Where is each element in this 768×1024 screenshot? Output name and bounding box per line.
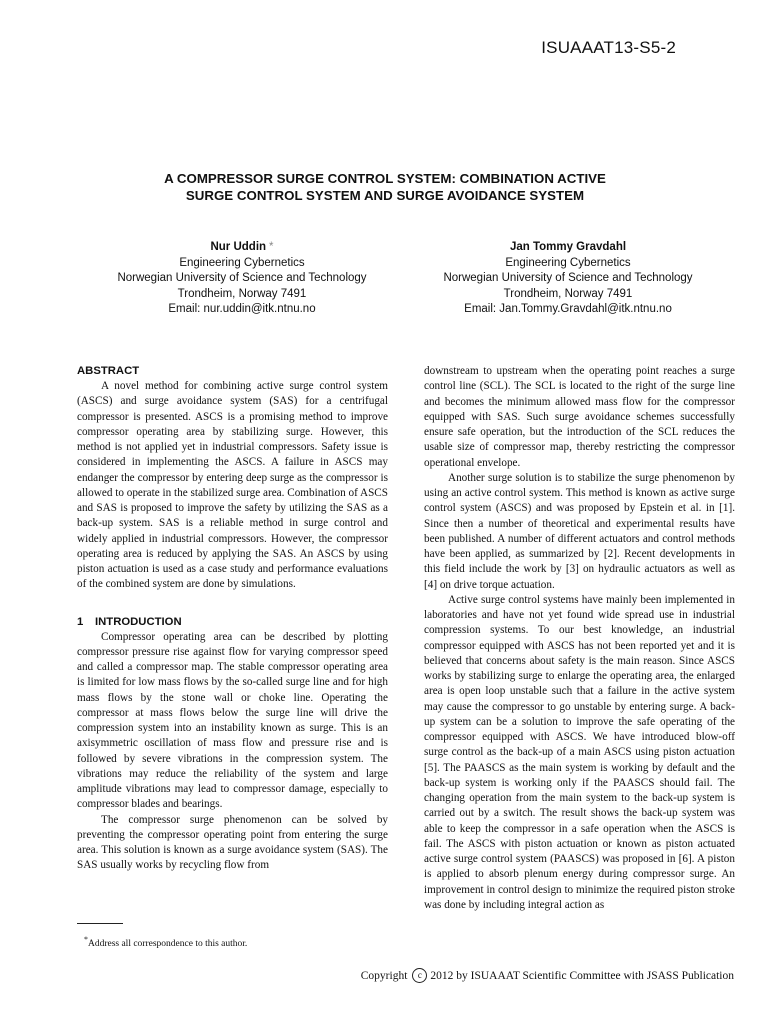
abstract-text: A novel method for combining active surge control system (ASCS) and surge avoidance system (SAS) for a centrifugal compressor is presented. ASCS is a promising method to improve compressor operating area by stabilizing surge. However, this method is not applied yet in industrial compressors. Safety issue is considered in implementing the ASCS. A failure in ASCS may endanger the compressor by entering deep surge as the compressor is allowed to operate in the stabilized surge area. Combination of ASCS and SAS is proposed to improve the safety by utilizing the SAS as a back-up system. SAS is a reliable method in surge control and widely applied in industrial compressors. However, the compressor operating area is reduced by applying the SAS. An ASCS by using piston actuation is used as a case study and performance evaluations of the combined system are done by simulations. <box>77 380 388 591</box>
copyright-notice <box>361 968 734 984</box>
author-email[interactable]: Email: nur.uddin@itk.ntnu.no <box>168 303 316 315</box>
author-department: Engineering Cybernetics <box>505 256 631 269</box>
author-email[interactable]: Email: Jan.Tommy.Gravdahl@itk.ntnu.no <box>464 303 672 315</box>
author-department: Engineering Cybernetics <box>179 256 305 269</box>
title-line: SURGE CONTROL SYSTEM AND SURGE AVOIDANCE SYSTEM <box>185 188 585 203</box>
section-title: INTRODUCTION <box>95 615 182 628</box>
title-line: A COMPRESSOR SURGE CONTROL SYSTEM: COMBINATION ACTIVE <box>164 171 606 186</box>
footnote-marker: * <box>84 935 88 944</box>
left-column <box>77 364 388 874</box>
author-location: Trondheim, Norway 7491 <box>177 287 307 300</box>
author-name: Nur Uddin * <box>210 241 274 253</box>
author-university: Norwegian University of Science and Technology <box>117 272 367 284</box>
copyright-text: 2012 by ISUAAAT Scientific Committee with JSASS Publication <box>430 970 734 982</box>
corresponding-author-marker: * <box>269 241 274 253</box>
author-university: Norwegian University of Science and Technology <box>443 272 693 284</box>
footnote-rule <box>77 923 123 924</box>
author-block-1 <box>92 240 392 318</box>
author-block-2 <box>418 240 718 318</box>
body-paragraph: Another surge solution is to stabilize the surge phenomenon by using an active control system. This method is known as active surge control system (ASCS) and was proposed by Epstein et al. in [1]. Since then a number of theoretical and experimental results have been published. A number of different actuators and control methods have been applied, as summarized by [2]. Recent developments in this field include the work by [3] on hydraulic actuators as well as [4] on drive torque actuation. <box>424 471 735 591</box>
body-paragraph: Compressor operating area can be described by plotting compressor pressure rise against flow for varying compressor speed and called a compressor map. The stable compressor operating area is limited for low mass flows by the so-called surge line and for high mass flows by the stone wall or choke line. Operating the compressor at mass flows below the surge line will drive the compression system into an instability known as surge. This is an axisymmetric oscillation of mass flow and pressure rise and is followed by severe vibrations in the compression system. The vibrations may reduce the reliability of the system and large amplitude vibrations may lead to compressor damage, especially to compressor blades and bearings. <box>77 630 388 811</box>
section-number: 1 <box>77 615 84 628</box>
paper-title <box>120 170 650 204</box>
copyright-word: Copyright <box>360 970 408 982</box>
footnote-text: Address all correspondence to this author. <box>87 939 248 950</box>
paper-id: ISUAAAT13-S5-2 <box>541 38 676 57</box>
author-location: Trondheim, Norway 7491 <box>503 287 633 300</box>
body-paragraph: downstream to upstream when the operating point reaches a surge control line (SCL). The SCL is located to the right of the surge line and becomes the minimum allowed mass flow for the compressor equipped with SAS. Such surge avoidance schemes successfully ensure safe operation, but the introduction of the SCL reduces the usable size of compressor map, thereby restricting the compressor operational envelope. <box>424 365 735 469</box>
copyright-symbol-icon: c <box>412 968 427 983</box>
author-name: Jan Tommy Gravdahl <box>509 241 627 253</box>
body-paragraph: The compressor surge phenomenon can be solved by preventing the compressor operating point from entering the surge area. This solution is known as a surge avoidance system (SAS). The SAS usually works by recycling flow from <box>77 813 388 872</box>
body-paragraph: Active surge control systems have mainly been implemented in laboratories and have not yet found wide spread use in industrial compression systems. To our best knowledge, an industrial compressor equipped with ASCS has not been reported yet and it is believed that concerns about safety is the main reason. Since ASCS works by stabilizing surge to enlarge the operating area, the enlarged area is open loop unstable such that a failure in the active system may cause the compressor to go unstable by entering surge. A back-up system can be a solution to improve the safe operating of the compressor equipped with ASCS. We have introduced blow-off surge control as the back-up of a main ASCS using piston actuation [5]. The PAASCS as the main system is working by default and the back-up system is working only if the PAASCS should fail. The changing operation from the main system to the back-up system is carried out by a switch. The result shows the back-up system was able to keep the compressor in a safe operation when the ASCS is fail. The ASCS with piston actuation or known as piston actuated active surge control system (PAASCS) was proposed in [6]. A piston is applied to absorb plenum energy during compressor surge. An improvement in control design to minimize the required piston stroke was done by including integral action as <box>424 593 736 911</box>
abstract-heading: ABSTRACT <box>77 365 140 377</box>
footnote <box>84 934 247 950</box>
section-heading-introduction <box>77 615 388 630</box>
right-column <box>424 364 735 913</box>
